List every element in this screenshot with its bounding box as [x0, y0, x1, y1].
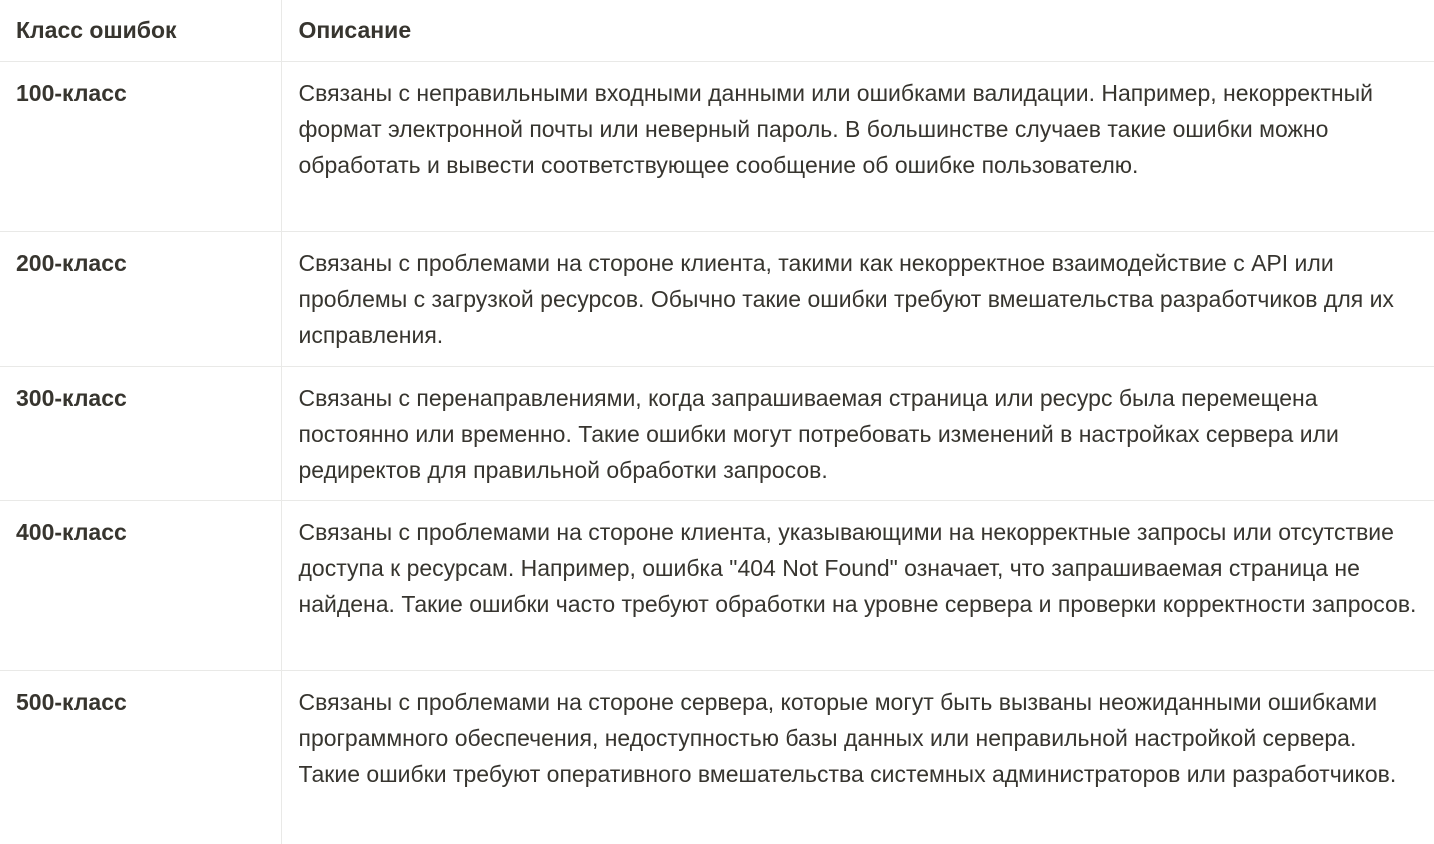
error-class-cell: 100-класс [0, 62, 281, 232]
description-cell: Связаны с неправильными входными данными или ошибками валидации. Например, некорректный формат электронной почты или неверный пароль. В большинстве случаев такие ошибки можно обработать и вывести соответствующее сообщение об ошибке пользователю. [281, 62, 1434, 232]
description-cell: Связаны с перенаправлениями, когда запрашиваемая страница или ресурс была перемещена постоянно или временно. Такие ошибки могут потребовать изменений в настройках сервера или редиректов для правильной обработки запросов. [281, 367, 1434, 501]
header-row [0, 0, 1434, 62]
description-cell: Связаны с проблемами на стороне клиента, указывающими на некорректные запросы или отсутствие доступа к ресурсам. Например, ошибка "404 Not Found" означает, что запрашиваемая страница не найдена. Такие ошибки часто требуют обработки на уровне сервера и проверки корректности запросов. [281, 501, 1434, 671]
column-header-error-class: Класс ошибок [0, 0, 281, 62]
table-body [0, 62, 1434, 844]
table-header [0, 0, 1434, 62]
table-row [0, 501, 1434, 671]
error-class-cell: 400-класс [0, 501, 281, 671]
table-row [0, 367, 1434, 501]
description-cell: Связаны с проблемами на стороне сервера, которые могут быть вызваны неожиданными ошибками программного обеспечения, недоступностью базы данных или неправильной настройкой сервера. Такие ошибки требуют оперативного вмешательства системных администраторов или разработчиков. [281, 671, 1434, 844]
table-row [0, 232, 1434, 367]
error-class-cell: 500-класс [0, 671, 281, 844]
column-header-description: Описание [281, 0, 1434, 62]
description-cell: Связаны с проблемами на стороне клиента, такими как некорректное взаимодействие с API или проблемы с загрузкой ресурсов. Обычно такие ошибки требуют вмешательства разработчиков для их исправления. [281, 232, 1434, 367]
table-row [0, 62, 1434, 232]
error-class-cell: 300-класс [0, 367, 281, 501]
error-class-cell: 200-класс [0, 232, 281, 367]
table-row [0, 671, 1434, 844]
